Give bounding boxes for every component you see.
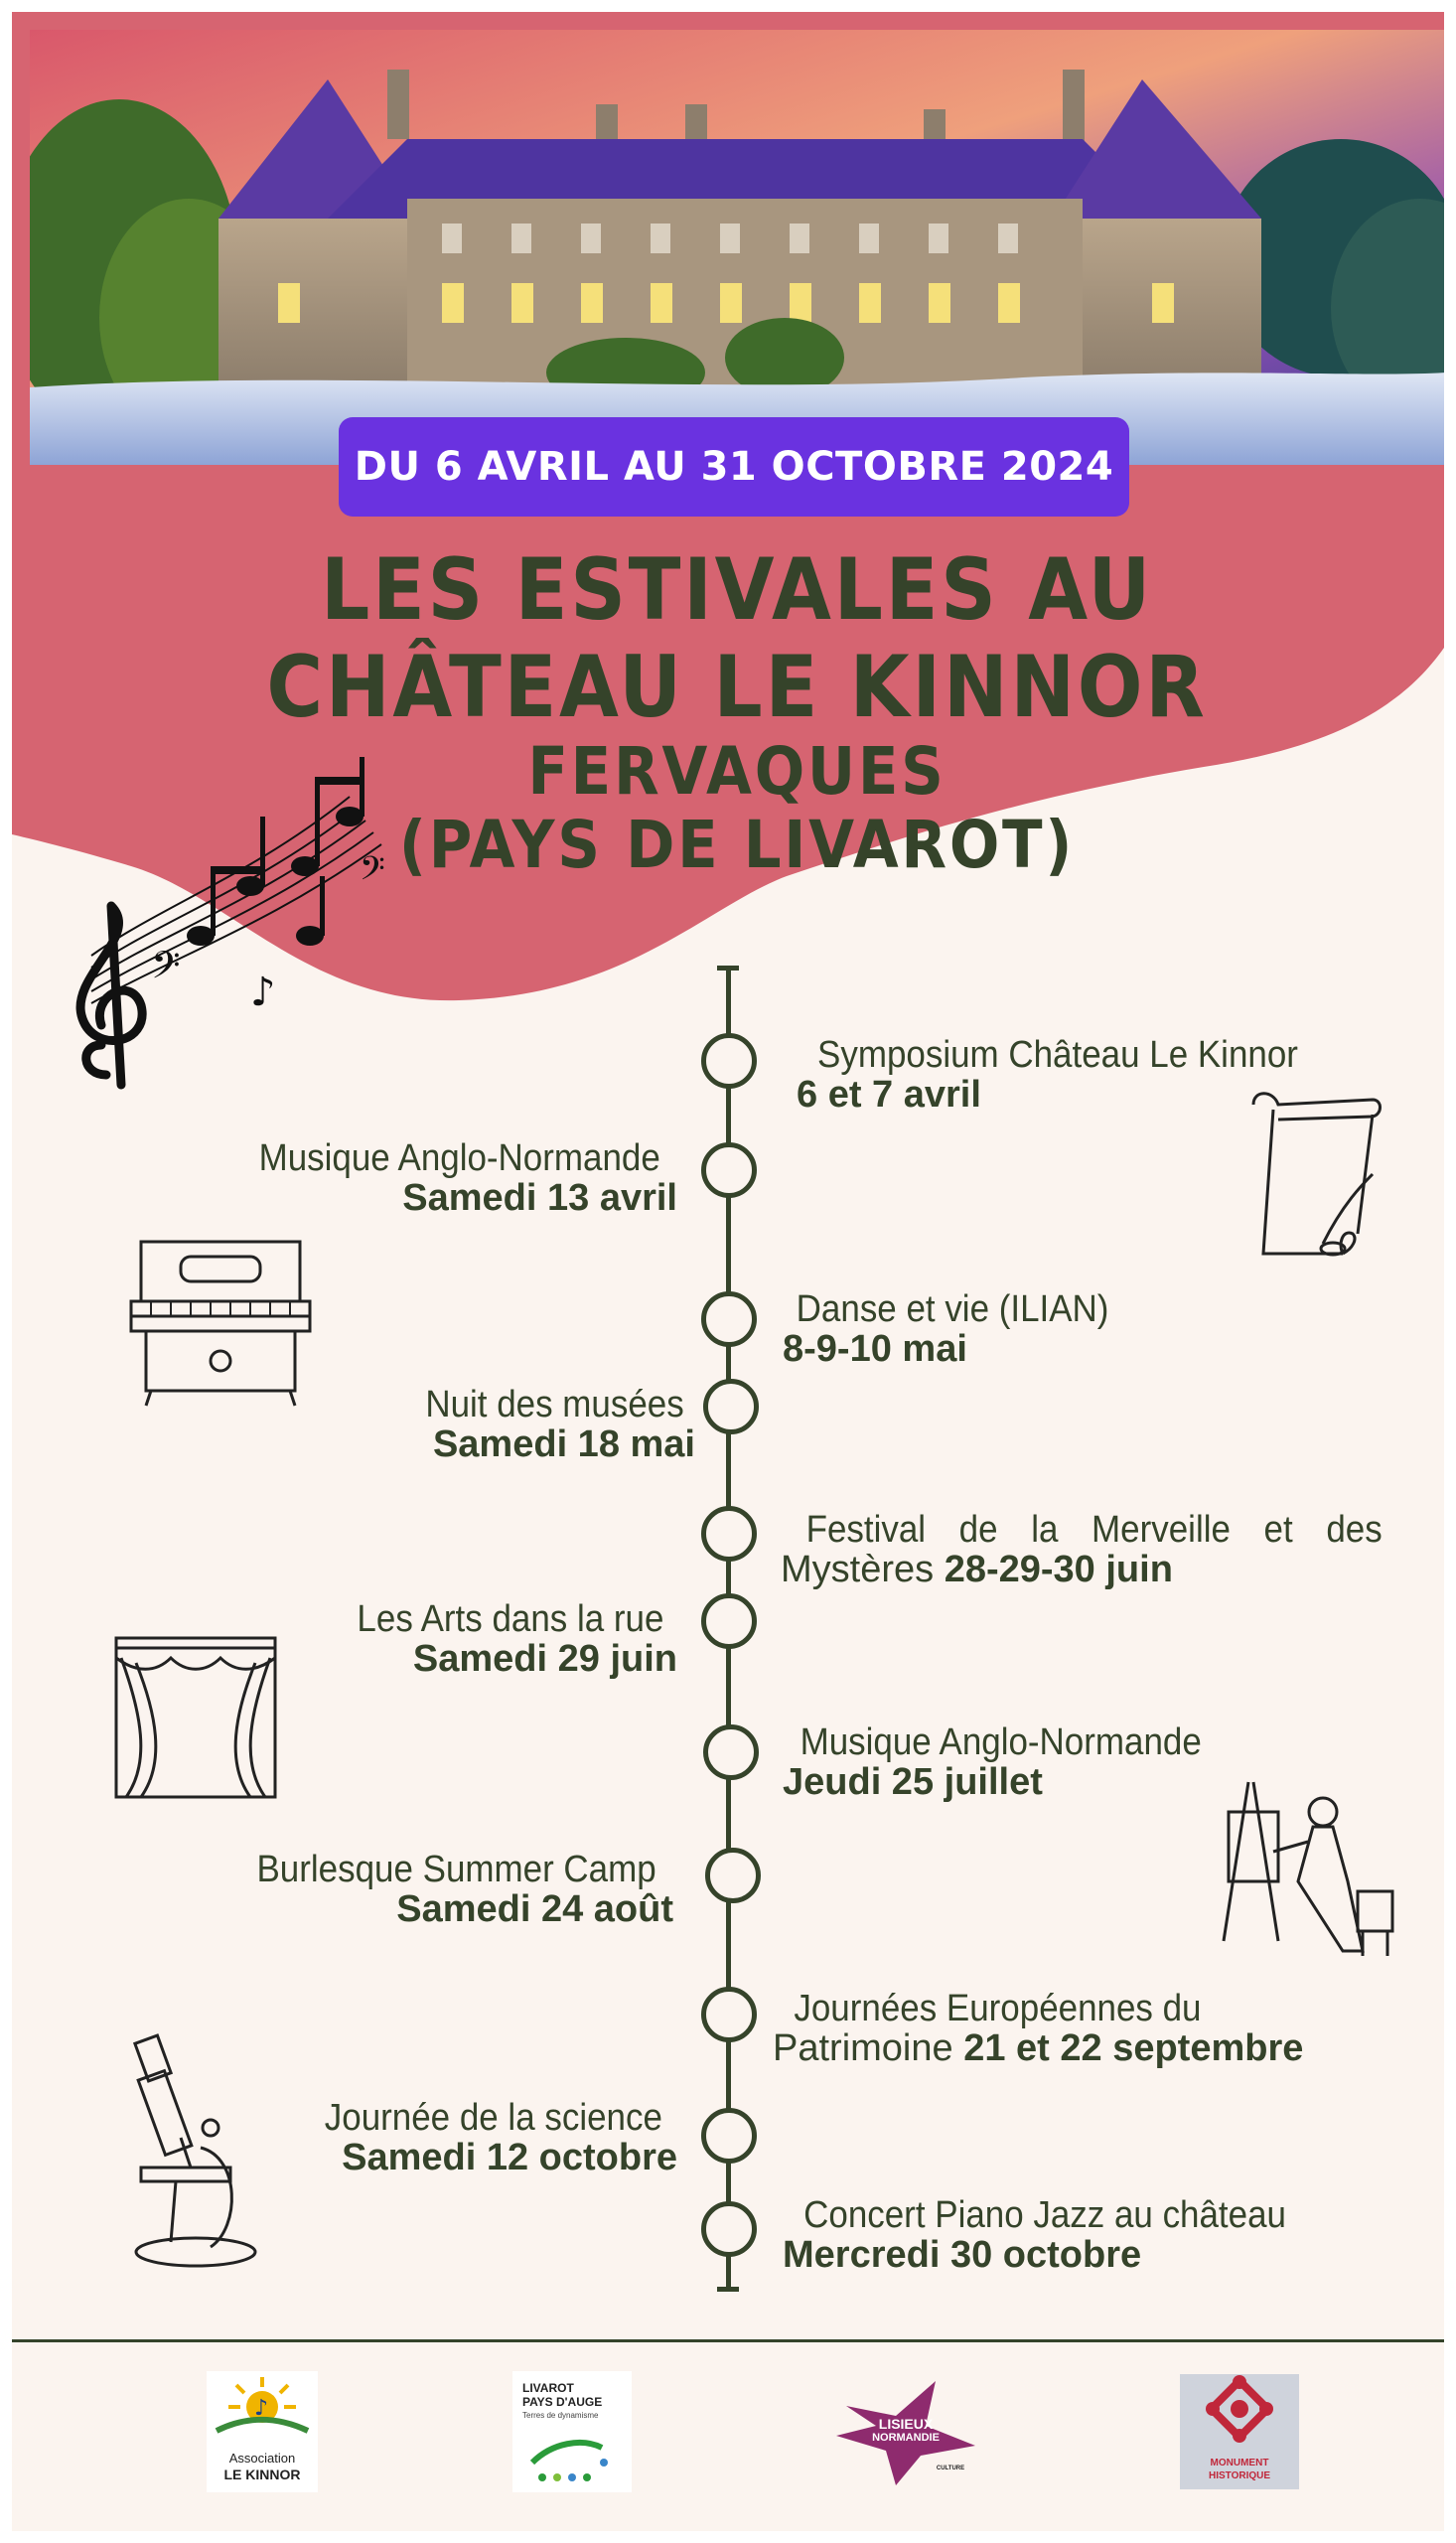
event-concert-piano-jazz: Concert Piano Jazz au château Mercredi 30 octobre [783,2194,1286,2276]
footer-divider [12,2339,1444,2342]
monument-emblem-icon [1180,2374,1299,2464]
timeline-node [701,1593,757,1649]
svg-text:♪: ♪ [250,970,276,1015]
event-musique-anglo-normande-avril: Musique Anglo-Normande Samedi 13 avril [258,1137,677,1219]
timeline-node [701,1291,757,1347]
piano-icon [121,1232,320,1411]
timeline-bottom-cap [717,2287,739,2292]
scroll-quill-icon [1234,1085,1392,1264]
event-nuit-des-musees: Nuit des musées Samedi 18 mai [425,1384,695,1465]
poster [12,12,1444,2531]
svg-text:𝄢: 𝄢 [360,850,385,896]
timeline-top-cap [717,966,739,971]
timeline-node [703,1379,759,1434]
date-banner: DU 6 AVRIL AU 31 OCTOBRE 2024 [339,417,1129,517]
logo-lisieux-normandie: LISIEUX NORMANDIE CULTURE [826,2376,985,2485]
timeline-node [705,1848,761,1903]
painter-easel-icon [1204,1772,1402,1971]
title-line-3: FERVAQUES [527,733,946,810]
timeline-node [701,2108,757,2164]
music-notes-icon [52,757,409,1095]
timeline-node [701,1506,757,1562]
theatre-curtain-icon [111,1633,280,1802]
event-journee-science: Journée de la science Samedi 12 octobre [325,2097,677,2178]
event-journees-patrimoine: Journées Européennes du Patrimoine 21 et 22 septembre [773,1988,1304,2069]
event-symposium: Symposium Château Le Kinnor 6 et 7 avril [797,1034,1298,1116]
timeline-node [701,2201,757,2257]
timeline-node [701,1033,757,1089]
title-line-2: CHÂTEAU LE KINNOR [266,638,1208,737]
event-burlesque-summer-camp: Burlesque Summer Camp Samedi 24 août [256,1849,673,1930]
chateau-painting [30,30,1444,465]
timeline-node [703,1724,759,1780]
logo-livarot-pays-dauge: LIVAROT PAYS D'AUGE Terres de dynamisme [512,2371,632,2492]
event-festival-merveille: Festival de la Merveille et des Mystères 28-29-30 juin [781,1509,1383,1590]
event-arts-dans-la-rue: Les Arts dans la rue Samedi 29 juin [357,1598,677,1680]
livarot-swoosh-icon [512,2423,632,2492]
title-line-1: LES ESTIVALES AU [320,540,1154,640]
event-danse-et-vie: Danse et vie (ILIAN) 8-9-10 mai [783,1288,1109,1370]
event-musique-anglo-normande-juillet: Musique Anglo-Normande Jeudi 25 juillet [783,1721,1202,1803]
logo-association-le-kinnor: ♪ Association LE KINNOR [207,2371,318,2492]
svg-text:♪: ♪ [254,2396,269,2421]
svg-text:𝄢: 𝄢 [151,943,181,996]
microscope-icon [121,2028,270,2277]
sun-music-icon [207,2371,318,2441]
title-line-4: (PAYS DE LIVAROT) [398,807,1076,883]
logo-monument-historique: MONUMENT HISTORIQUE [1180,2374,1299,2489]
timeline-node [701,1142,757,1198]
timeline-node [701,1987,757,2042]
